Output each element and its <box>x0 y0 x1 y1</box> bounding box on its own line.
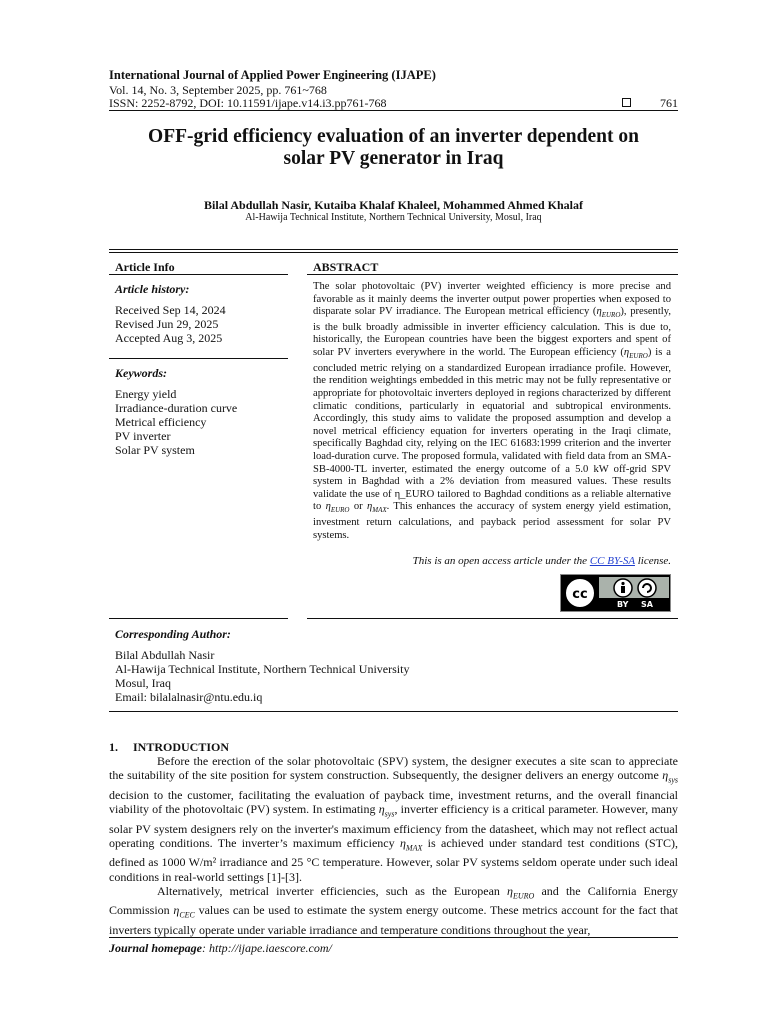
badge-by-label: BY <box>617 600 629 609</box>
square-icon <box>622 98 631 107</box>
history-received: Received Sep 14, 2024 <box>115 303 226 317</box>
eta-euro: $\eta_{EURO}$ <box>325 501 350 515</box>
eta-euro: $\eta_{EURO}$ <box>623 347 648 361</box>
keyword: PV inverter <box>115 429 171 443</box>
abstract-text: The solar photovoltaic (PV) inverter weighted efficiency is more precise and favorable as it mainly deems the inverter output power properties when exposed to disparate solar PV irradiance. The European metrical efficiency $(\eta_{EURO})$, presently, is the bulk broadly admissible in inverter efficiency calculation. This is due to, historically, the European countries have been the biggest exporters and spent of solar PV inverters everywhere in the world. The European efficiency $(\eta_{EURO})$ is a concluded metric relying on a standardized European irradiance profile. However, the rendition weightings embedded in this metric may not be fully representative or appropriate for photovoltaic inverters deployed in regions characterized by different climatic conditions, particularly in equatorial and subtropical environments. Accordingly, this study aims to validate the proposed assumption and develop a novel metrical efficiency equation for inverters operating in the Iraqi climate, specifically Baghdad city, relying on the IEC 61683:1999 criterion and the inverter load-duration curve. The proposed formula, validated with field data from an SMA-SB-4000-TL inverter, estimated the energy outcome of a 5.0 kW off-grid SPV system in Baghdad with a 2% deviation from measured values. These results validate the use of η_EURO tailored to Baghdad conditions as a reliable alternative to $\eta_{EURO}$ or $\eta_{MAX}$. This enhances the accuracy of system energy yield estimation, investment return calculations, and payback period assessment for solar PV systems. <box>313 281 672 541</box>
corr-name: Bilal Abdullah Nasir <box>115 648 215 662</box>
journal-homepage: Journal homepage: http://ijape.iaescore.com/ <box>109 941 332 955</box>
article-history-heading: Article history: <box>115 282 190 296</box>
corr-institution: Al-Hawija Technical Institute, Northern Technical University <box>115 662 410 676</box>
title-line-1: OFF-grid efficiency evaluation of an inverter dependent on <box>148 126 639 147</box>
footer-rule <box>109 937 678 938</box>
authors: Bilal Abdullah Nasir, Kutaiba Khalaf Khaleel, Mohammed Ahmed Khalaf <box>204 198 583 212</box>
volume-info: Vol. 14, No. 3, September 2025, pp. 761~768 <box>109 83 327 97</box>
article-info-heading: Article Info <box>115 260 175 274</box>
corr-city: Mosul, Iraq <box>115 676 171 690</box>
keyword: Energy yield <box>115 387 177 401</box>
abstract-heading: ABSTRACT <box>313 260 379 274</box>
license-statement: This is an open access article under the CC BY-SA license. <box>412 555 671 567</box>
paper-title <box>109 126 678 170</box>
keyword: Metrical efficiency <box>115 415 207 429</box>
eta-euro: $\eta_{EURO}$ <box>596 306 621 320</box>
keyword: Irradiance-duration curve <box>115 401 238 415</box>
corresponding-heading: Corresponding Author: <box>115 627 231 641</box>
page-number: 761 <box>660 96 678 110</box>
cc-by-sa-icon <box>561 575 670 611</box>
eta-max: $\eta_{MAX}$ <box>366 501 387 515</box>
title-line-2: solar PV generator in Iraq <box>283 148 504 169</box>
intro-heading: 1. INTRODUCTION <box>109 740 230 754</box>
svg-text:cc: cc <box>572 587 588 602</box>
issn-doi: ISSN: 2252-8792, DOI: 10.11591/ijape.v14.i3.pp761-768 <box>109 96 387 110</box>
corr-rule <box>109 711 678 712</box>
keyword: Solar PV system <box>115 443 195 457</box>
keywords-heading: Keywords: <box>115 366 167 380</box>
header-rule <box>109 110 678 111</box>
double-rule-bottom <box>109 252 678 253</box>
article-history-list <box>115 303 226 345</box>
badge-sa-label: SA <box>641 600 653 609</box>
history-accepted: Accepted Aug 3, 2025 <box>115 331 223 345</box>
corresponding-author <box>115 648 409 704</box>
keywords-list <box>115 387 237 457</box>
history-rule <box>109 358 288 359</box>
double-rule-top <box>109 249 678 250</box>
corr-email: Email: bilalalnasir@ntu.edu.iq <box>115 690 263 704</box>
journal-name: International Journal of Applied Power Engineering (IJAPE) <box>109 68 436 82</box>
keywords-rule <box>109 618 288 619</box>
cc-by-sa-badge[interactable] <box>560 574 671 612</box>
cc-by-sa-link[interactable]: CC BY-SA <box>589 555 635 567</box>
abstract-rule <box>307 274 678 275</box>
affiliation: Al-Hawija Technical Institute, Northern Technical University, Mosul, Iraq <box>245 212 542 223</box>
abstract-bottom-rule <box>307 618 678 619</box>
article-info-rule <box>109 274 288 275</box>
intro-text: Before the erection of the solar photovoltaic (SPV) system, the designer executes a site scan to appreciate the suitability of the site position for system construction. Subsequently, the designer delivers an energy outcome $\eta_{sys}$ decision to the customer, facilitating the evaluation of payback time, investment returns, and the overall financial viability of the photovoltaic (PV) system. In estimating $\eta_{sys}$, inverter efficiency is a critical parameter. However, many solar PV system designers rely on the inverter's maximum efficiency from the datasheet, which may not reflect actual operating conditions. The inverter’s maximum efficiency $\eta_{MAX}$ is achieved under standard test conditions (STC), defined as 1000 W/m² irradiance and 25 °C temperature. However, solar PV systems seldom operate under such ideal conditions in real-world settings [1]-[3]. Alternatively, metrical inverter efficiencies, such as the European $\eta_{EURO}$ and the California Energy Commission $\eta_{CEC}$ values can be used to estimate the system energy outcome. These metrics account for the fact that inverters typically operate under variable irradiance and temperature conditions throughout the year, <box>109 754 678 937</box>
history-revised: Revised Jun 29, 2025 <box>115 317 219 331</box>
